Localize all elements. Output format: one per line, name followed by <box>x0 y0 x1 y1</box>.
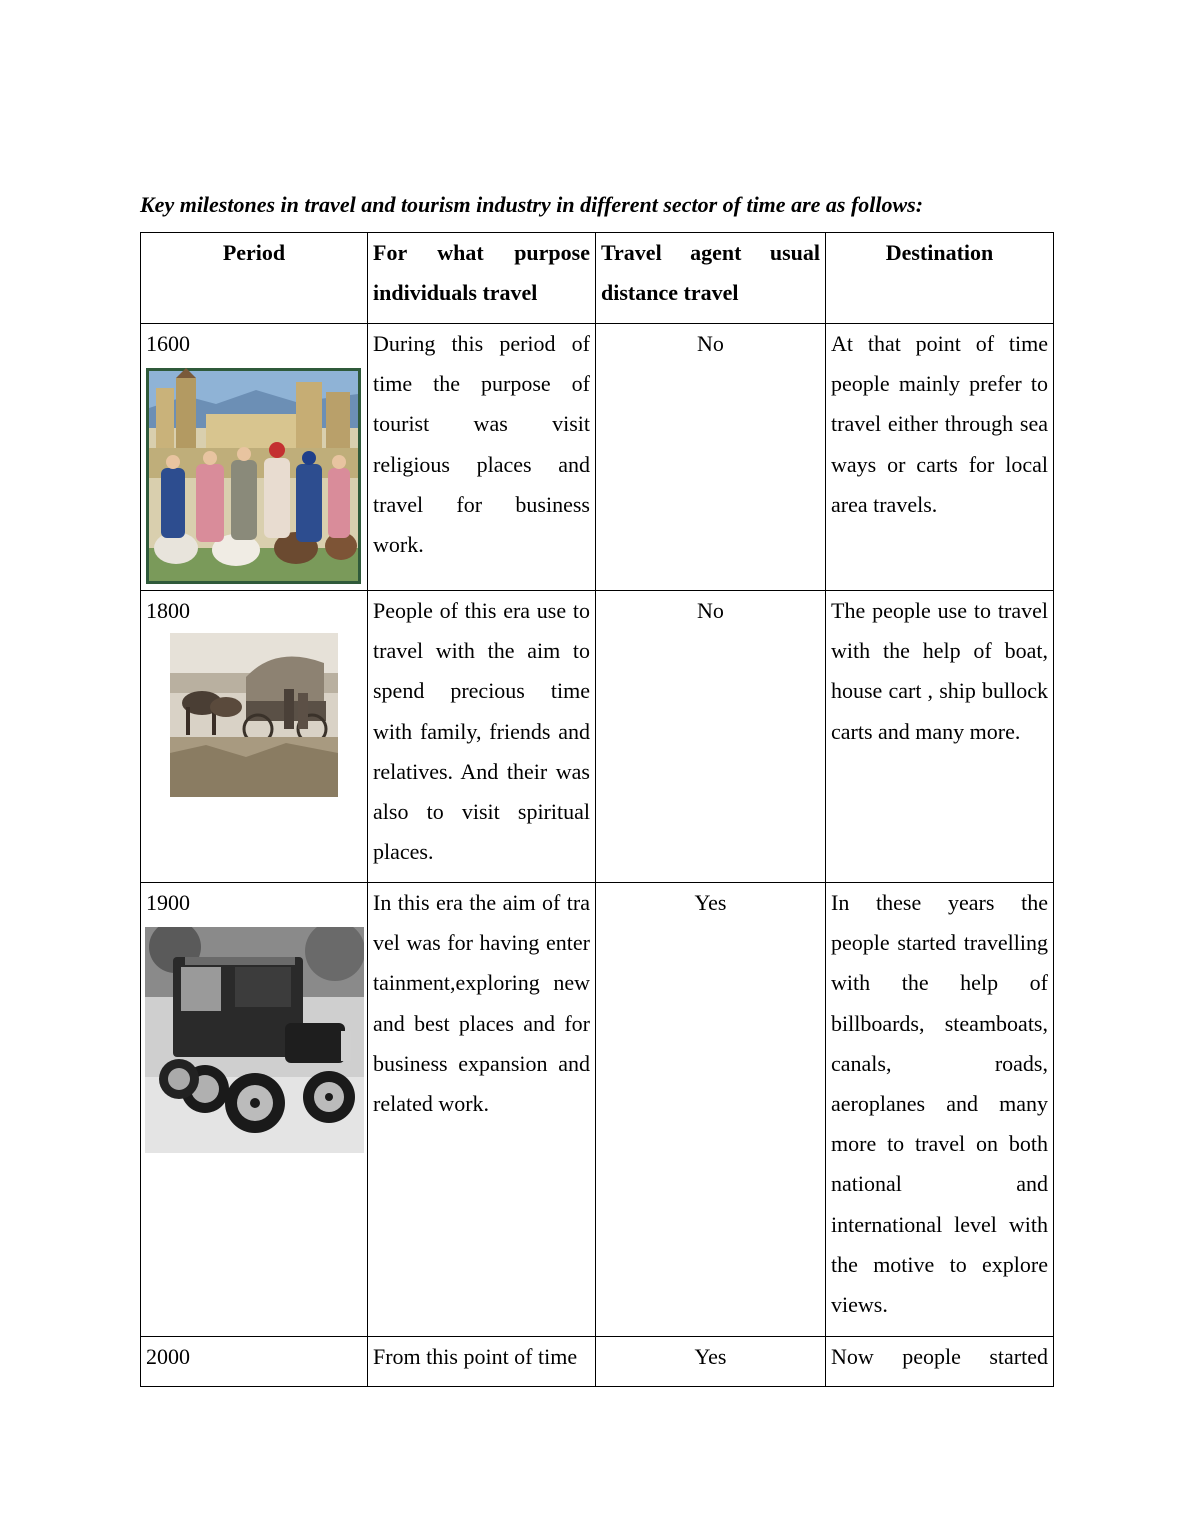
table-row <box>141 324 1054 591</box>
period-cell <box>141 883 368 1337</box>
column-header-agent: Travel agent usual distance travel <box>596 233 826 324</box>
purpose-cell: From this point of time <box>368 1337 596 1387</box>
destination-cell: The people use to travel with the help of boat, house cart , ship bullock carts and many more. <box>826 591 1054 883</box>
table-row <box>141 1337 1054 1387</box>
destination-cell: In these years the people started travelling with the help of billboards, steamboats, canals, roads, aeroplanes and many more to travel on both national and international level with the motive to explore views. <box>826 883 1054 1337</box>
period-year: 1800 <box>146 598 190 623</box>
period-year: 1900 <box>146 890 190 915</box>
purpose-text: In this era the aim of travel was for having entertainment,exploring new and best places and for business expansion and related work. <box>373 890 590 1117</box>
purpose-cell: People of this era use to travel with the aim to spend precious time with family, friends and relatives. And their was also to visit spiritual places. <box>368 591 596 883</box>
period-cell <box>141 591 368 883</box>
period-cell <box>141 324 368 591</box>
column-header-purpose: For what purpose individuals travel <box>368 233 596 324</box>
table-header-row <box>141 233 1054 324</box>
milestones-table <box>140 232 1054 1387</box>
table-row <box>141 591 1054 883</box>
period-cell: 2000 <box>141 1337 368 1387</box>
column-header-destination: Destination <box>826 233 1054 324</box>
destination-cell: At that point of time people mainly prefer to travel either through sea ways or carts for local area travels. <box>826 324 1054 591</box>
purpose-cell: During this period of time the purpose of tourist was visit religious places and travel for business work. <box>368 324 596 591</box>
agent-cell: No <box>596 591 826 883</box>
destination-cell: Now people started <box>826 1337 1054 1387</box>
period-year: 1600 <box>146 331 190 356</box>
column-header-period: Period <box>141 233 368 324</box>
agent-cell: No <box>596 324 826 591</box>
page-heading: Key milestones in travel and tourism industry in different sector of time are as follows: <box>140 192 924 217</box>
agent-cell: Yes <box>596 1337 826 1387</box>
agent-cell: Yes <box>596 883 826 1337</box>
medieval-pilgrims-image <box>146 368 361 584</box>
vintage-motor-car-image <box>145 927 364 1153</box>
table-row <box>141 883 1054 1337</box>
purpose-cell <box>368 883 596 1337</box>
covered-wagon-image <box>146 633 361 799</box>
